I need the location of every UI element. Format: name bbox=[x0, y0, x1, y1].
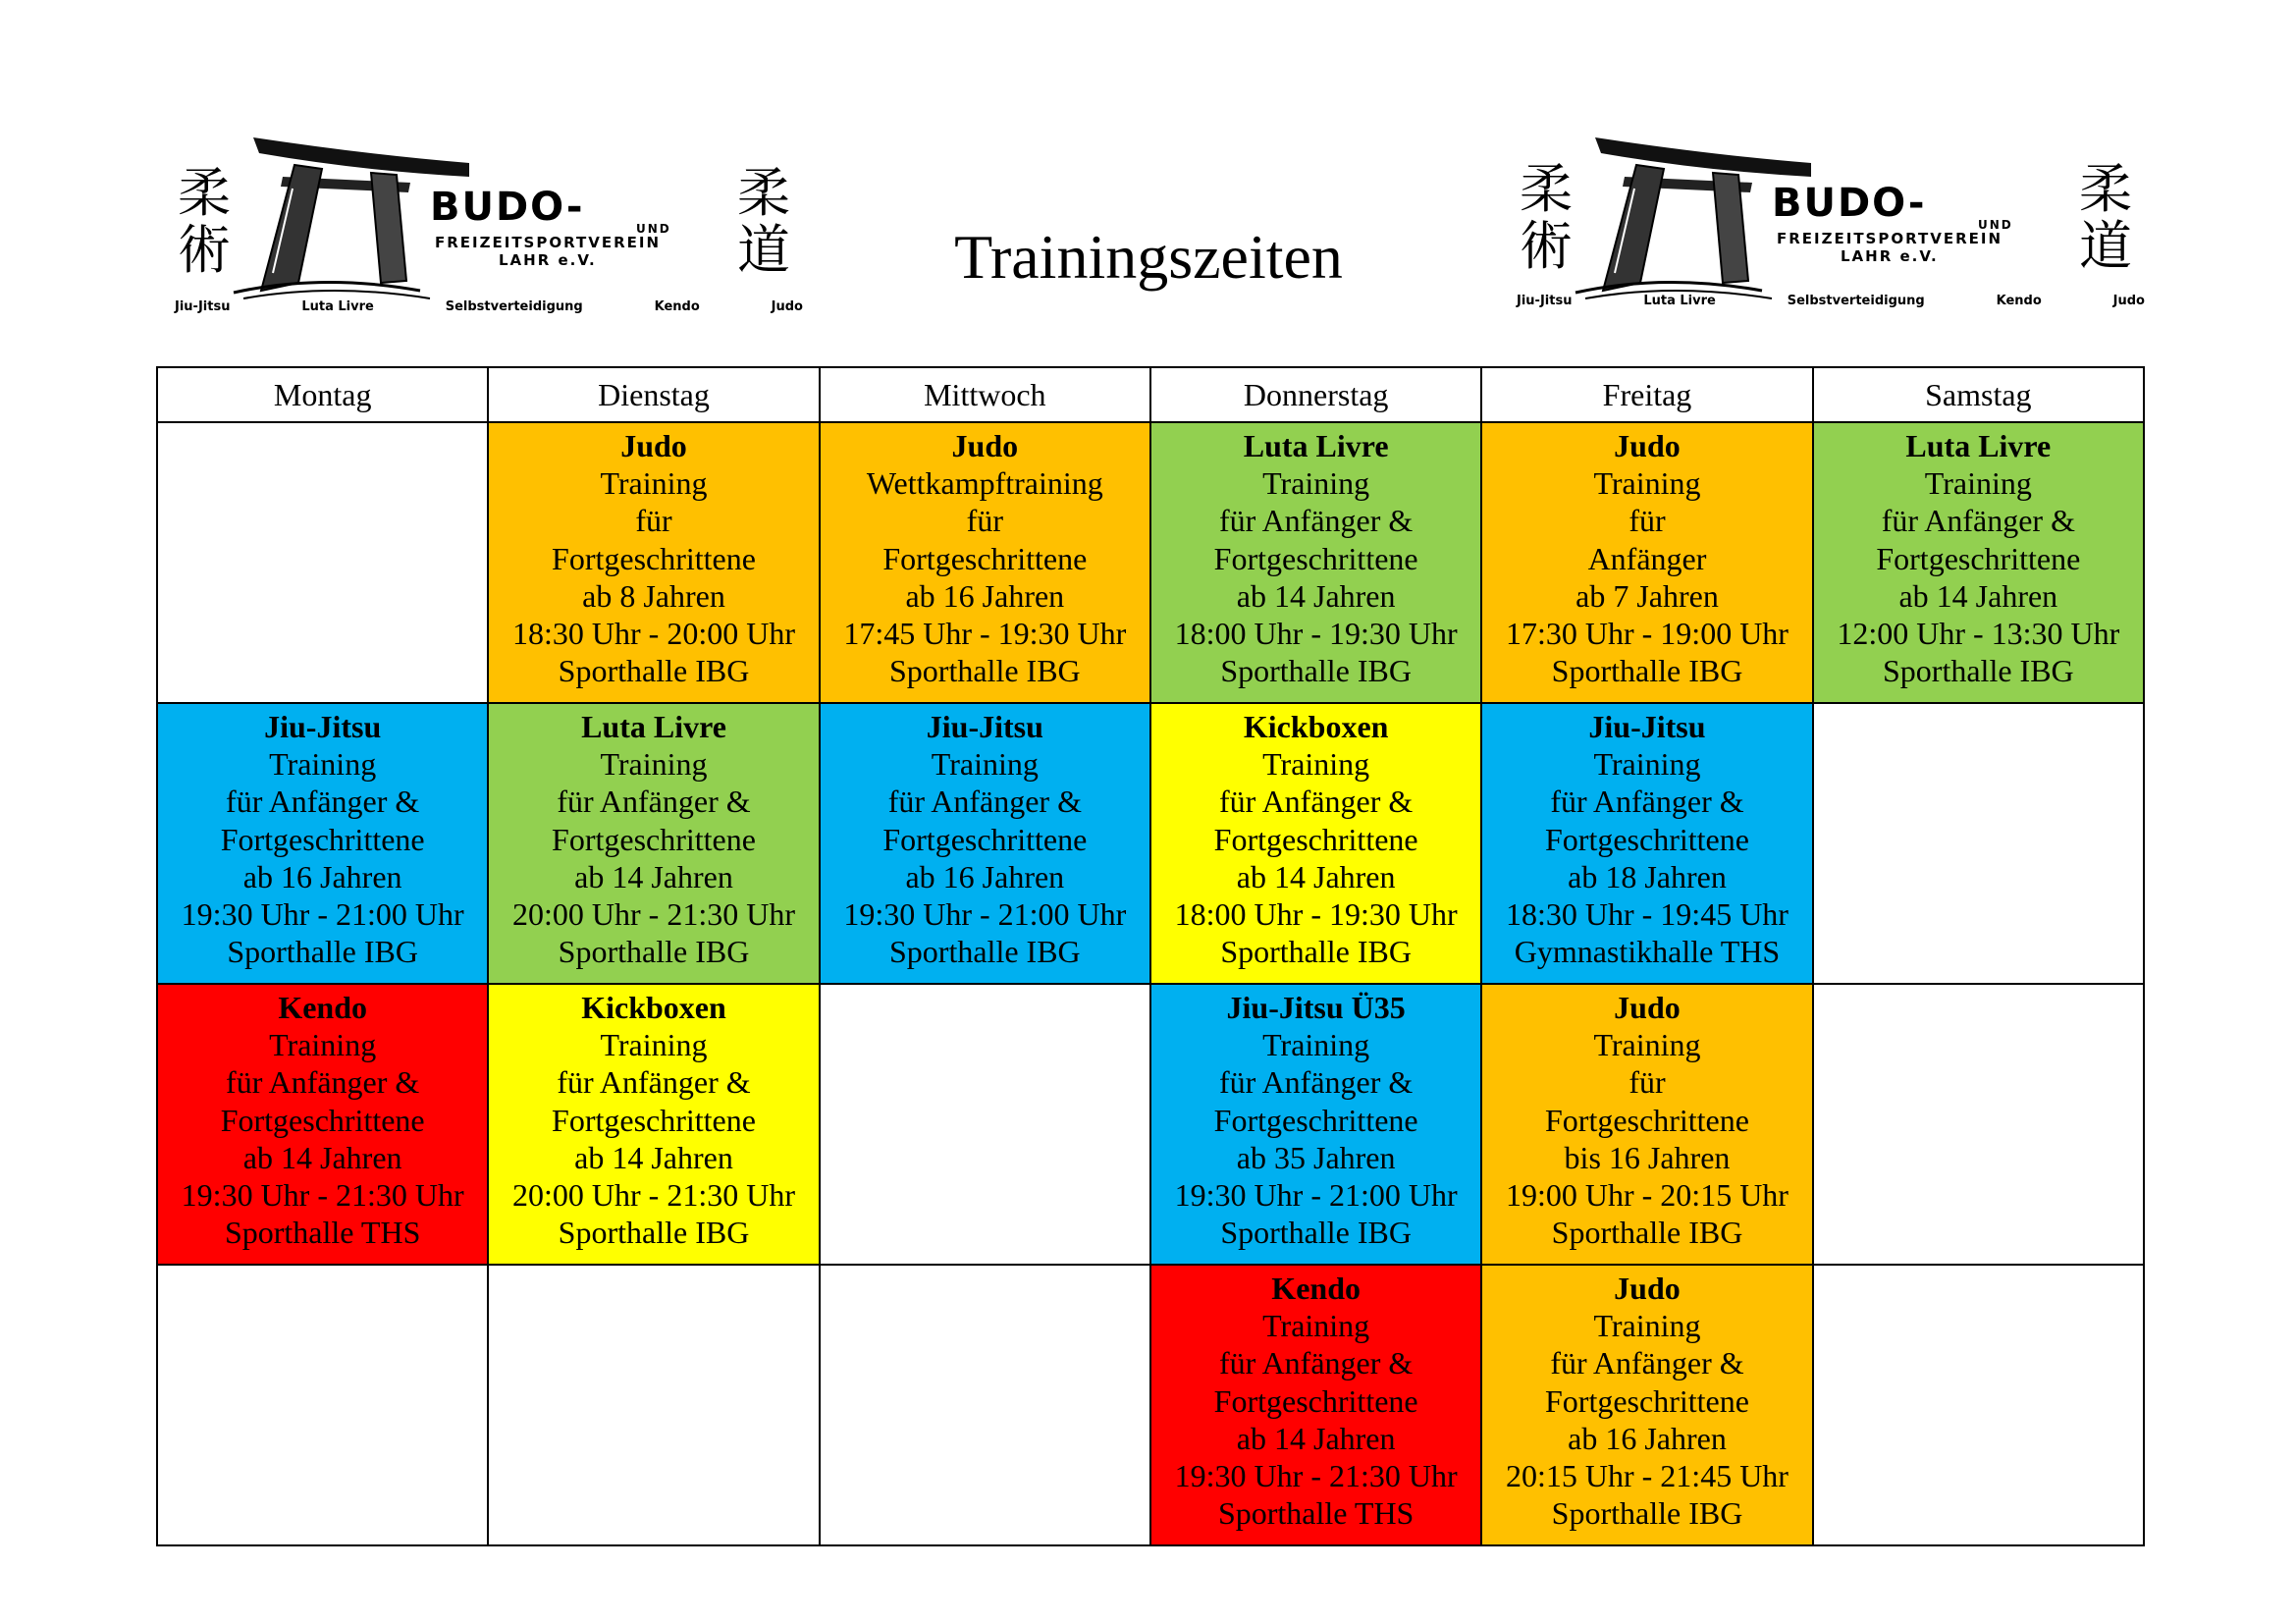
art-label: Luta Livre bbox=[301, 299, 374, 314]
training-slot-content bbox=[158, 985, 487, 1251]
training-slot bbox=[820, 703, 1150, 984]
slot-detail-line: 19:30 Uhr - 21:00 Uhr bbox=[181, 896, 464, 933]
art-label: Selbstverteidigung bbox=[445, 299, 583, 314]
slot-detail-line: 19:00 Uhr - 20:15 Uhr bbox=[1505, 1177, 1789, 1214]
training-slot-content bbox=[489, 704, 818, 970]
slot-detail-line: Sporthalle IBG bbox=[558, 653, 750, 689]
day-header-row bbox=[157, 367, 2144, 422]
slot-detail-line: Training bbox=[1593, 1027, 1701, 1063]
slot-detail-line: 18:00 Uhr - 19:30 Uhr bbox=[1174, 896, 1458, 933]
kanji-char: 術 bbox=[178, 219, 231, 281]
day-header: Dienstag bbox=[488, 367, 819, 422]
day-header: Mittwoch bbox=[820, 367, 1150, 422]
training-slot-content bbox=[1482, 704, 1811, 970]
club-logo-right bbox=[1517, 126, 2145, 332]
schedule-body bbox=[157, 422, 2144, 1545]
slot-detail-line: für Anfänger & bbox=[557, 784, 751, 820]
kanji-char: 柔 bbox=[2079, 158, 2132, 220]
training-slot bbox=[1150, 422, 1481, 703]
kanji-char: 術 bbox=[1520, 215, 1573, 277]
empty-slot bbox=[820, 984, 1150, 1265]
slot-detail-line: für Anfänger & bbox=[1550, 784, 1744, 820]
slot-detail-line: Sporthalle IBG bbox=[1220, 1215, 1412, 1251]
schedule-row bbox=[157, 984, 2144, 1265]
art-label: Selbstverteidigung bbox=[1787, 294, 1925, 308]
slot-detail-line: Training bbox=[1262, 746, 1370, 783]
brand-location: LAHR e.V. bbox=[499, 251, 597, 269]
brand-und: UND bbox=[1978, 218, 2013, 232]
slot-detail-line: 12:00 Uhr - 13:30 Uhr bbox=[1837, 616, 2120, 652]
slot-detail-line: Training bbox=[269, 1027, 377, 1063]
slot-detail-line: für Anfänger & bbox=[1219, 1345, 1414, 1381]
slot-detail-line: Sporthalle IBG bbox=[1551, 1215, 1743, 1251]
training-slot-content bbox=[158, 704, 487, 970]
slot-detail-line: ab 7 Jahren bbox=[1575, 577, 1719, 614]
slot-detail-line: für bbox=[1629, 503, 1666, 539]
training-slot bbox=[1481, 422, 1812, 703]
slot-detail-line: ab 14 Jahren bbox=[1236, 1420, 1396, 1456]
slot-detail-line: Fortgeschrittene bbox=[1545, 1102, 1749, 1138]
art-label: Kendo bbox=[654, 299, 700, 314]
slot-detail-line: für Anfänger & bbox=[1550, 1345, 1744, 1381]
slot-detail-line: ab 14 Jahren bbox=[574, 1139, 733, 1175]
training-slot bbox=[820, 422, 1150, 703]
slot-detail-line: 19:30 Uhr - 21:30 Uhr bbox=[181, 1177, 464, 1214]
slot-detail-line: Training bbox=[1262, 1027, 1370, 1063]
slot-detail-line: für bbox=[635, 503, 672, 539]
slot-detail-line: für Anfänger & bbox=[1219, 503, 1414, 539]
slot-detail-line: ab 14 Jahren bbox=[1236, 577, 1396, 614]
slot-detail-line: Fortgeschrittene bbox=[1876, 540, 2081, 576]
slot-detail-line: Sporthalle IBG bbox=[889, 653, 1081, 689]
training-schedule-table bbox=[156, 366, 2145, 1546]
slot-detail-line: Sporthalle THS bbox=[1217, 1495, 1415, 1532]
slot-detail-line: für Anfänger & bbox=[557, 1064, 751, 1101]
training-slot-content bbox=[1151, 985, 1480, 1251]
training-slot-content bbox=[821, 704, 1149, 970]
slot-detail-line: 18:30 Uhr - 19:45 Uhr bbox=[1505, 896, 1789, 933]
training-slot-content bbox=[489, 985, 818, 1251]
empty-slot bbox=[820, 1265, 1150, 1545]
art-label: Judo bbox=[771, 299, 803, 314]
sport-name: Jiu-Jitsu bbox=[926, 709, 1043, 744]
slot-detail-line: Sporthalle IBG bbox=[889, 934, 1081, 970]
slot-detail-line: Training bbox=[931, 746, 1039, 783]
slot-detail-line: für Anfänger & bbox=[887, 784, 1082, 820]
sport-name: Judo bbox=[620, 428, 687, 463]
slot-detail-line: ab 14 Jahren bbox=[242, 1139, 402, 1175]
slot-detail-line: Training bbox=[1593, 465, 1701, 502]
empty-slot bbox=[1813, 984, 2144, 1265]
slot-detail-line: für Anfänger & bbox=[226, 784, 420, 820]
slot-detail-line: ab 14 Jahren bbox=[1898, 577, 2058, 614]
sport-name: Kendo bbox=[278, 990, 367, 1025]
slot-detail-line: Fortgeschrittene bbox=[552, 1102, 756, 1138]
empty-slot bbox=[157, 1265, 488, 1545]
slot-detail-line: ab 18 Jahren bbox=[1568, 858, 1727, 894]
training-slot bbox=[488, 422, 819, 703]
art-label: Jiu-Jitsu bbox=[175, 299, 231, 314]
training-slot-content bbox=[1151, 1266, 1480, 1532]
slot-detail-line: 19:30 Uhr - 21:00 Uhr bbox=[843, 896, 1127, 933]
training-slot bbox=[157, 984, 488, 1265]
slot-detail-line: ab 16 Jahren bbox=[242, 858, 402, 894]
slot-detail-line: 20:00 Uhr - 21:30 Uhr bbox=[512, 1177, 795, 1214]
training-slot bbox=[1150, 703, 1481, 984]
slot-detail-line: Fortgeschrittene bbox=[1545, 821, 1749, 857]
slot-detail-line: für Anfänger & bbox=[226, 1064, 420, 1101]
brand-location: LAHR e.V. bbox=[1841, 247, 1939, 265]
training-slot bbox=[488, 703, 819, 984]
day-header: Samstag bbox=[1813, 367, 2144, 422]
slot-detail-line: 20:00 Uhr - 21:30 Uhr bbox=[512, 896, 795, 933]
day-header: Donnerstag bbox=[1150, 367, 1481, 422]
slot-detail-line: ab 14 Jahren bbox=[574, 858, 733, 894]
sport-name: Judo bbox=[951, 428, 1019, 463]
training-slot-content bbox=[821, 423, 1149, 689]
slot-detail-line: 19:30 Uhr - 21:00 Uhr bbox=[1174, 1177, 1458, 1214]
slot-detail-line: Fortgeschrittene bbox=[1213, 1382, 1418, 1419]
slot-detail-line: Fortgeschrittene bbox=[552, 821, 756, 857]
training-slot-content bbox=[1482, 423, 1811, 689]
sport-name: Judo bbox=[1614, 1271, 1681, 1306]
training-slot bbox=[1481, 1265, 1812, 1545]
brand-subtitle: FREIZEITSPORTVEREIN bbox=[1777, 230, 2003, 247]
brand-name: BUDO- bbox=[430, 185, 585, 230]
slot-detail-line: Fortgeschrittene bbox=[220, 821, 425, 857]
slot-detail-line: Fortgeschrittene bbox=[882, 821, 1088, 857]
martial-arts-list bbox=[1517, 294, 2145, 308]
training-slot bbox=[157, 703, 488, 984]
brand-und: UND bbox=[636, 222, 671, 236]
club-logo-left bbox=[175, 126, 803, 332]
kanji-char: 柔 bbox=[1520, 158, 1573, 220]
empty-slot bbox=[157, 422, 488, 703]
slot-detail-line: ab 8 Jahren bbox=[582, 577, 725, 614]
training-slot bbox=[1150, 1265, 1481, 1545]
slot-detail-line: Sporthalle IBG bbox=[1551, 653, 1743, 689]
slot-detail-line: Sporthalle IBG bbox=[1220, 653, 1412, 689]
kanji-jujutsu bbox=[175, 162, 234, 281]
slot-detail-line: Sporthalle IBG bbox=[1883, 653, 2074, 689]
empty-slot bbox=[1813, 703, 2144, 984]
art-label: Luta Livre bbox=[1643, 294, 1716, 308]
slot-detail-line: Sporthalle IBG bbox=[1551, 1495, 1743, 1532]
slot-detail-line: ab 35 Jahren bbox=[1236, 1139, 1396, 1175]
slot-detail-line: ab 16 Jahren bbox=[905, 577, 1065, 614]
slot-detail-line: ab 14 Jahren bbox=[1236, 858, 1396, 894]
slot-detail-line: Fortgeschrittene bbox=[220, 1102, 425, 1138]
slot-detail-line: 19:30 Uhr - 21:30 Uhr bbox=[1174, 1458, 1458, 1494]
slot-detail-line: Fortgeschrittene bbox=[552, 540, 756, 576]
sport-name: Jiu-Jitsu bbox=[264, 709, 382, 744]
art-label: Jiu-Jitsu bbox=[1517, 294, 1573, 308]
sport-name: Kickboxen bbox=[1243, 709, 1389, 744]
martial-arts-list bbox=[175, 299, 803, 314]
training-slot-content bbox=[489, 423, 818, 689]
sport-name: Jiu-Jitsu Ü35 bbox=[1226, 990, 1406, 1025]
slot-detail-line: Wettkampftraining bbox=[866, 465, 1103, 502]
training-slot bbox=[1481, 984, 1812, 1265]
sport-name: Luta Livre bbox=[581, 709, 726, 744]
sport-name: Luta Livre bbox=[1905, 428, 2052, 463]
slot-detail-line: Gymnastikhalle THS bbox=[1514, 934, 1781, 970]
kanji-char: 道 bbox=[737, 219, 790, 281]
slot-detail-line: Fortgeschrittene bbox=[1545, 1382, 1749, 1419]
sport-name: Kickboxen bbox=[581, 990, 726, 1025]
slot-detail-line: Fortgeschrittene bbox=[1213, 1102, 1418, 1138]
training-slot-content bbox=[1482, 1266, 1811, 1532]
slot-detail-line: für bbox=[966, 503, 1003, 539]
slot-detail-line: Training bbox=[600, 1027, 708, 1063]
art-label: Judo bbox=[2112, 294, 2145, 308]
training-slot-content bbox=[1482, 985, 1811, 1251]
slot-detail-line: Anfänger bbox=[1587, 540, 1707, 576]
sport-name: Luta Livre bbox=[1243, 428, 1389, 463]
slot-detail-line: Fortgeschrittene bbox=[882, 540, 1088, 576]
sport-name: Jiu-Jitsu bbox=[1588, 709, 1706, 744]
brand-name: BUDO- bbox=[1772, 181, 1927, 226]
slot-detail-line: 17:30 Uhr - 19:00 Uhr bbox=[1505, 616, 1789, 652]
day-header: Montag bbox=[157, 367, 488, 422]
slot-detail-line: Fortgeschrittene bbox=[1213, 821, 1418, 857]
sport-name: Kendo bbox=[1271, 1271, 1361, 1306]
schedule-row bbox=[157, 422, 2144, 703]
slot-detail-line: Sporthalle IBG bbox=[1220, 934, 1412, 970]
slot-detail-line: Fortgeschrittene bbox=[1213, 540, 1418, 576]
slot-detail-line: ab 16 Jahren bbox=[1568, 1420, 1727, 1456]
slot-detail-line: 18:30 Uhr - 20:00 Uhr bbox=[512, 616, 795, 652]
kanji-judo bbox=[734, 162, 793, 281]
slot-detail-line: Training bbox=[1262, 465, 1370, 502]
sport-name: Judo bbox=[1614, 428, 1681, 463]
schedule-row bbox=[157, 703, 2144, 984]
kanji-judo bbox=[2076, 158, 2135, 277]
training-slot bbox=[488, 984, 819, 1265]
training-slot-content bbox=[1151, 423, 1480, 689]
day-header: Freitag bbox=[1481, 367, 1812, 422]
slot-detail-line: Sporthalle IBG bbox=[558, 1215, 750, 1251]
slot-detail-line: ab 16 Jahren bbox=[905, 858, 1065, 894]
slot-detail-line: 20:15 Uhr - 21:45 Uhr bbox=[1505, 1458, 1789, 1494]
training-slot bbox=[1813, 422, 2144, 703]
slot-detail-line: Training bbox=[1924, 465, 2032, 502]
training-slot bbox=[1481, 703, 1812, 984]
page-title: Trainingszeiten bbox=[954, 222, 1343, 292]
slot-detail-line: Sporthalle IBG bbox=[558, 934, 750, 970]
slot-detail-line: Training bbox=[600, 746, 708, 783]
sport-name: Judo bbox=[1614, 990, 1681, 1025]
training-slot-content bbox=[1814, 423, 2143, 689]
kanji-char: 柔 bbox=[178, 162, 231, 224]
slot-detail-line: Training bbox=[269, 746, 377, 783]
slot-detail-line: Training bbox=[1593, 746, 1701, 783]
slot-detail-line: für Anfänger & bbox=[1219, 784, 1414, 820]
brand-subtitle: FREIZEITSPORTVEREIN bbox=[435, 234, 662, 251]
slot-detail-line: Sporthalle THS bbox=[224, 1215, 421, 1251]
slot-detail-line: Training bbox=[1593, 1308, 1701, 1344]
schedule-row bbox=[157, 1265, 2144, 1545]
slot-detail-line: für Anfänger & bbox=[1219, 1064, 1414, 1101]
slot-detail-line: Training bbox=[600, 465, 708, 502]
slot-detail-line: bis 16 Jahren bbox=[1564, 1139, 1731, 1175]
art-label: Kendo bbox=[1996, 294, 2042, 308]
training-slot-content bbox=[1151, 704, 1480, 970]
kanji-char: 柔 bbox=[737, 162, 790, 224]
slot-detail-line: Training bbox=[1262, 1308, 1370, 1344]
training-slot bbox=[1150, 984, 1481, 1265]
slot-detail-line: für Anfänger & bbox=[1881, 503, 2075, 539]
empty-slot bbox=[488, 1265, 819, 1545]
slot-detail-line: 17:45 Uhr - 19:30 Uhr bbox=[843, 616, 1127, 652]
slot-detail-line: für bbox=[1629, 1064, 1666, 1101]
kanji-jujutsu bbox=[1517, 158, 1575, 277]
empty-slot bbox=[1813, 1265, 2144, 1545]
slot-detail-line: Sporthalle IBG bbox=[227, 934, 418, 970]
slot-detail-line: 18:00 Uhr - 19:30 Uhr bbox=[1174, 616, 1458, 652]
kanji-char: 道 bbox=[2079, 215, 2132, 277]
